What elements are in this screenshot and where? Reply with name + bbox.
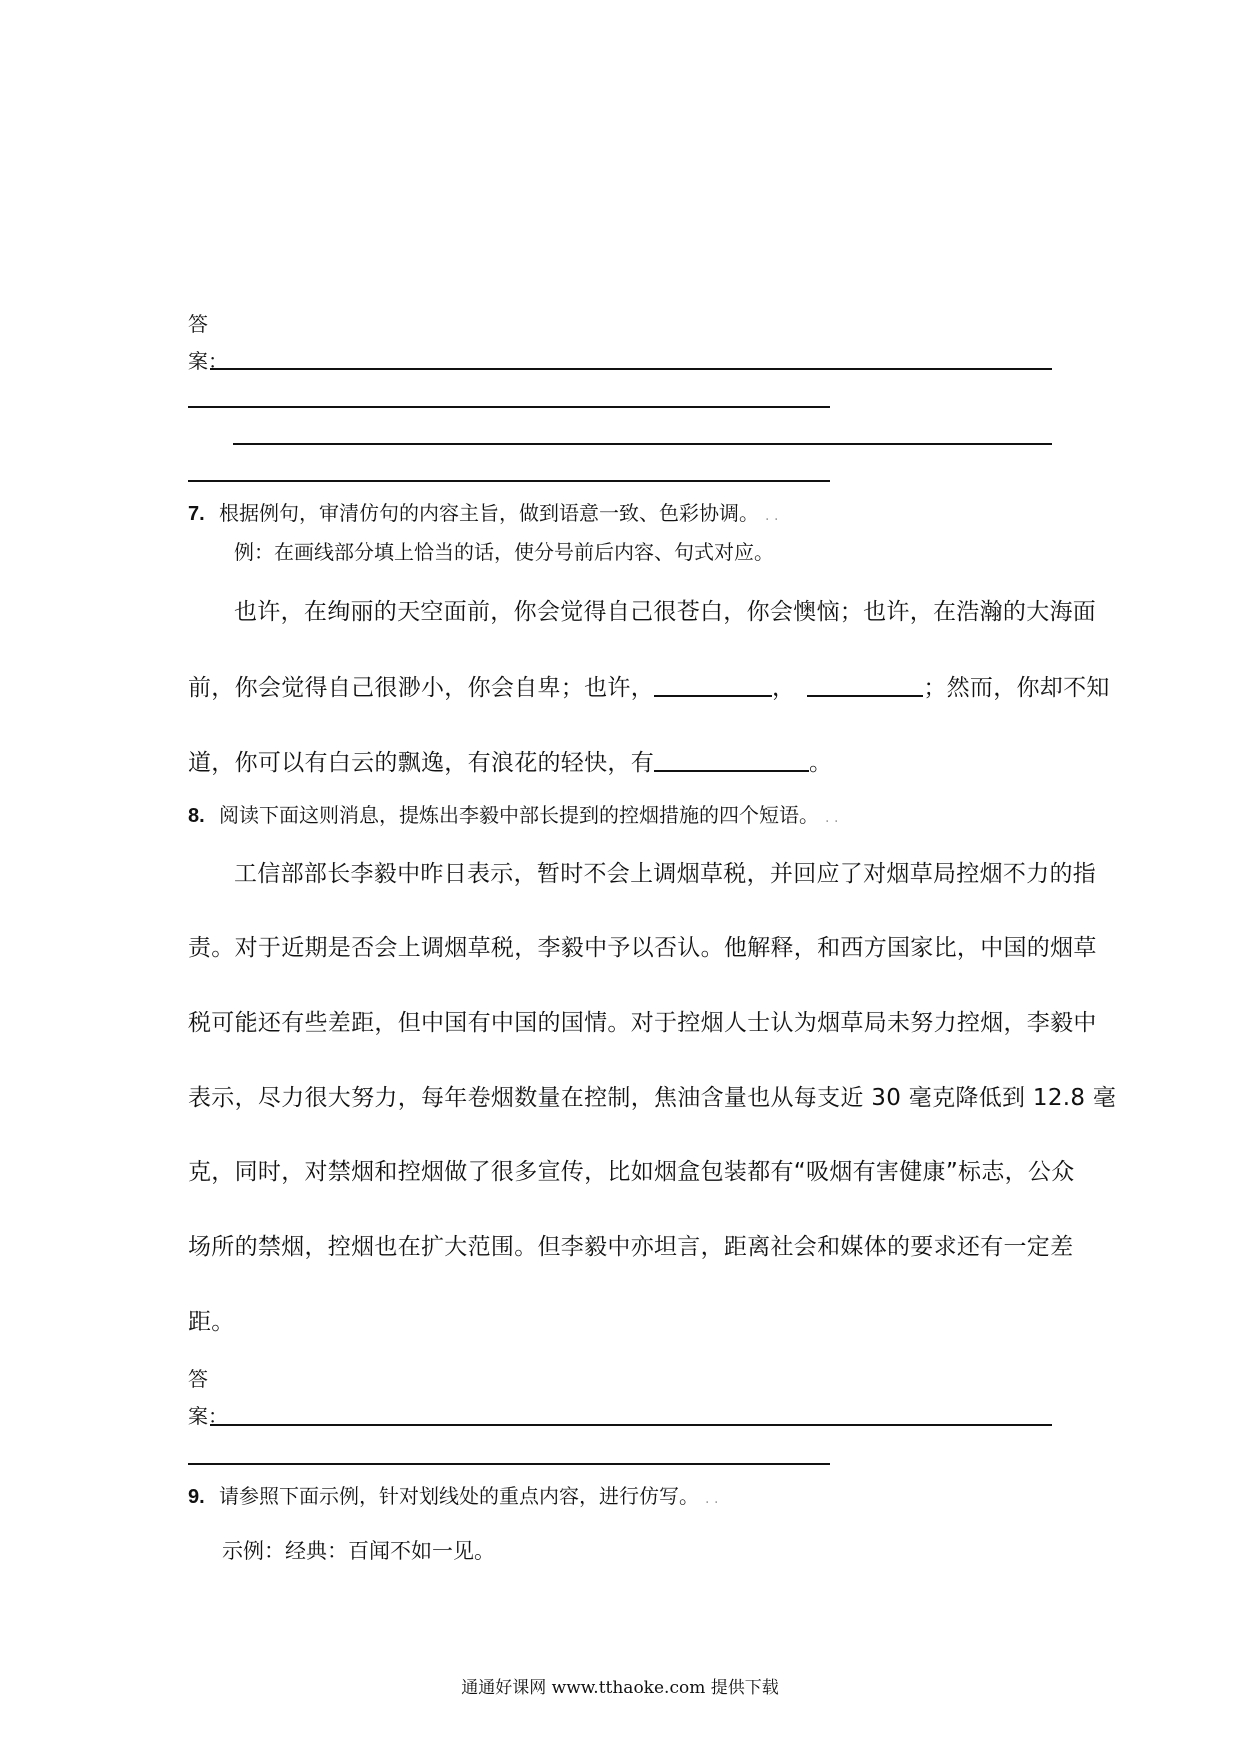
answer-line[interactable]: [233, 443, 1052, 445]
question-number: 8.: [188, 805, 205, 827]
passage-line: 表示，尽力很大努力，每年卷烟数量在控制，焦油含量也从每支近 30 毫克降低到 12.8 毫: [188, 1085, 1117, 1111]
page-footer: 通通好课网 www.tthaoke.com 提供下载: [461, 1678, 779, 1698]
question-8-prompt: [188, 799, 838, 828]
question-marker: . .: [825, 810, 839, 826]
question-text: 根据例句，审清仿句的内容主旨，做到语意一致、色彩协调。: [219, 501, 760, 525]
fill-blank[interactable]: [807, 675, 923, 697]
question-9-prompt: [188, 1480, 718, 1509]
answer-line[interactable]: [210, 1424, 1052, 1426]
period: 。: [809, 750, 833, 776]
passage-line: 克，同时，对禁烟和控烟做了很多宣传，比如烟盒包装都有“吸烟有害健康”标志，公众: [188, 1159, 1075, 1185]
comma: ，: [772, 675, 796, 701]
question-text: 请参照下面示例，针对划线处的重点内容，进行仿写。: [219, 1484, 700, 1508]
answer-line[interactable]: [188, 406, 830, 408]
answer-line[interactable]: [188, 1463, 830, 1465]
fill-blank[interactable]: [654, 750, 809, 772]
question-marker: . .: [705, 1491, 719, 1507]
passage-text: ；然而，你却不知: [923, 675, 1110, 701]
question-7-prompt: [188, 497, 778, 526]
passage-line: 责。对于近期是否会上调烟草税，李毅中予以否认。他解释，和西方国家比，中国的烟草: [188, 935, 1097, 961]
passage-line: 距。: [188, 1309, 235, 1335]
answer-line[interactable]: [210, 368, 1052, 370]
question-text: 阅读下面这则消息，提炼出李毅中部长提到的控烟措施的四个短语。: [219, 803, 820, 827]
question-number: 9.: [188, 1486, 205, 1508]
answer-label-2a: 答: [188, 1367, 208, 1391]
question-number: 7.: [188, 503, 205, 525]
passage-line: 场所的禁烟，控烟也在扩大范围。但李毅中亦坦言，距离社会和媒体的要求还有一定差: [188, 1234, 1074, 1260]
answer-label-1b: 案：: [188, 349, 228, 373]
passage-line: 工信部部长李毅中昨日表示，暂时不会上调烟草税，并回应了对烟草局控烟不力的指: [234, 861, 1097, 887]
answer-label-1a: 答: [188, 312, 208, 336]
question-7-instruction: 例：在画线部分填上恰当的话，使分号前后内容、句式对应。: [234, 540, 774, 564]
answer-label-2b: 案：: [188, 1404, 228, 1428]
passage-text: 道，你可以有白云的飘逸，有浪花的轻快，有: [188, 750, 654, 776]
question-marker: . .: [765, 508, 779, 524]
question-9-example: 示例：经典：百闻不如一见。: [222, 1539, 495, 1563]
answer-line[interactable]: [188, 480, 830, 482]
fill-blank[interactable]: [654, 675, 772, 697]
passage-line: 税可能还有些差距，但中国有中国的国情。对于控烟人士认为烟草局未努力控烟，李毅中: [188, 1010, 1097, 1036]
passage-text: 前，你会觉得自己很渺小，你会自卑；也许，: [188, 675, 654, 701]
passage-line: [188, 669, 1110, 702]
passage-line: 也许，在绚丽的天空面前，你会觉得自己很苍白，你会懊恼；也许，在浩瀚的大海面: [234, 599, 1097, 625]
passage-line: [188, 744, 832, 777]
